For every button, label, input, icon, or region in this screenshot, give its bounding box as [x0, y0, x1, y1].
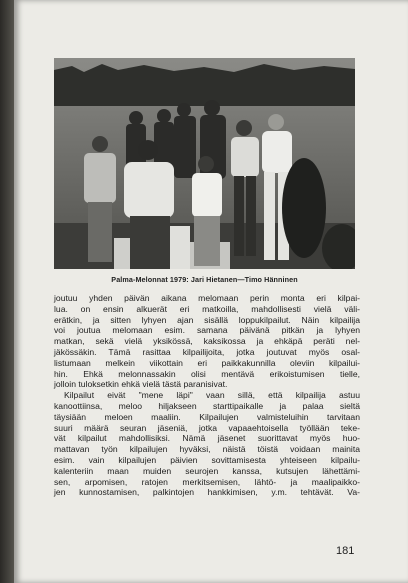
article-text: [54, 293, 360, 498]
text-line: erätkin, ja sitten lyhyen ajan sisällä loppukilpailut. Näin kilpailija: [54, 314, 360, 325]
photo-caption: Palma-Melonnat 1979: Jari Hietanen—Timo Hänninen: [111, 275, 298, 284]
book-spine-shadow: [0, 0, 14, 583]
text-line: listumaan melkein viikottain eri paikkakunnilla oleviin kilpailui-: [54, 357, 360, 368]
text-line: jolloin tuloksetkin ehkä vielä tästä paranisivat.: [54, 379, 228, 390]
text-line: matkan, sekä vielä yksikössä, kaksikossa ja ehkäpä peräti nel-: [54, 336, 360, 347]
paragraph-2: [54, 390, 360, 498]
paragraph-1: [54, 293, 360, 390]
text-line: Kilpailut eivät "mene läpi" vaan sillä, että kilpailija astuu: [64, 390, 360, 401]
text-line: jen kunnostamisen, palkintojen hankkimisen, y.m. tehtävät. Va-: [54, 487, 360, 498]
text-line: lua. on ensin alkuerät eri matkoilla, mahdollisesti vielä väli-: [54, 303, 360, 314]
text-line: suuri määrä seuran jäseniä, jotka vapaaehtoisella työllään teke-: [54, 422, 360, 433]
text-line: esim. vain kilpailujen päivien sovittamisesta yhteiseen kilpailu-: [54, 454, 360, 465]
text-line: mattavan työn kilpailujen hyväksi, näistä töistä voidaan mainita: [54, 444, 360, 455]
text-line: kalenteriin maan muiden seurojen kanssa, kutsujen lähettämi-: [54, 465, 360, 476]
podium-photo: [54, 58, 355, 269]
text-line: joutuu yhden päivän aikana melomaan perin monta eri kilpai-: [54, 293, 360, 303]
text-line: jäkössäkin. Tämä rasittaa kilpailijoita, jotka joutuvat myös osal-: [54, 346, 360, 357]
text-line: täysiään meloen maaliin. Kilpailujen valmisteluihin tarvitaan: [54, 411, 360, 422]
text-line: hin. Ehkä melonnassakin olisi mentävä erikoistumisen tielle,: [54, 368, 360, 379]
text-line: voi joutua melomaan esim. samana päivänä pitkän ja lyhyen: [54, 325, 360, 336]
text-line: sen, arpomisen, ratojen merkitsemisen, lähtö- ja maalipaikko-: [54, 476, 360, 487]
text-line: kanoottiinsa, meloo hiljakseen starttipaikalle ja palaa sieltä: [54, 400, 360, 411]
page-number: 181: [336, 545, 355, 557]
text-line: vät kilpailut mahdollisiksi. Nämä jäsenet suorittavat myös huo-: [54, 433, 360, 444]
